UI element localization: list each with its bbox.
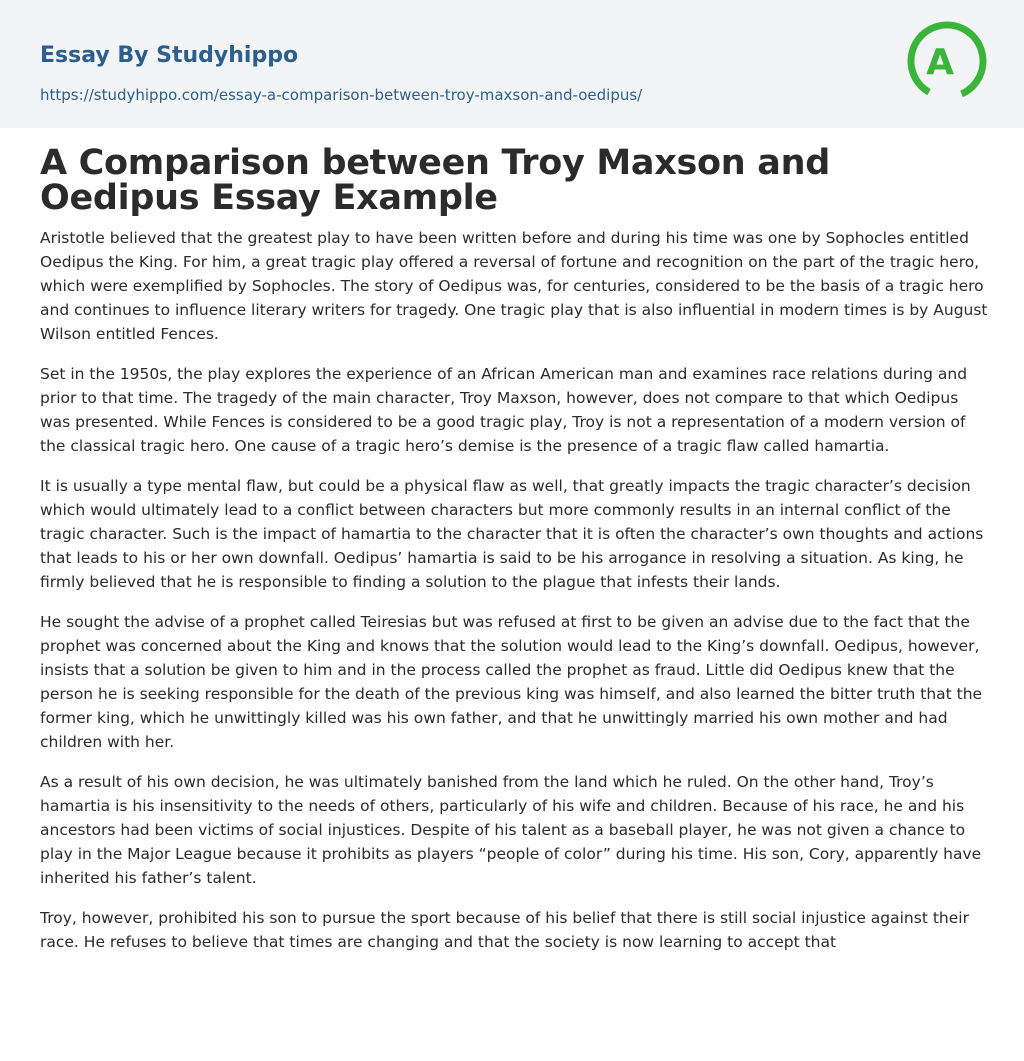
paragraph-2: Set in the 1950s, the play explores the experience of an African American man and examines race relations during and prior to that time. The tragedy of the main character, Troy Maxson, however, does not compare to that which Oedipus was presented. While Fences is considered to be a good tragic play, Troy is not a representation of a modern version of the classical tragic hero. One cause of a tragic hero’s demise is the presence of a tragic flaw called hamartia.: [40, 365, 968, 455]
article-title: A Comparison between Troy Maxson and Oedipus Essay Example: [40, 143, 830, 218]
site-brand[interactable]: Essay By Studyhippo: [40, 43, 299, 68]
paragraph-4: He sought the advise of a prophet called Teiresias but was refused at first to be given an advise due to the fact that the prophet was concerned about the King and knows that the solution would lead to the King’s downfall. Oedipus, however, insists that a solution be given to him and in the process called the prophet as fraud. Little did Oedipus knew that the person he is seeking responsible for the death of the previous king was himself, and also learned the bitter truth that the former king, which he unwittingly killed was his own father, and that he unwittingly married his own mother and had children with her.: [40, 613, 983, 751]
paragraph-3: It is usually a type mental flaw, but could be a physical flaw as well, that greatly impacts the tragic character’s decision which would ultimately lead to a conflict between characters but more commonly results in an internal conflict of the tragic character. Such is the impact of hamartia to the character that it is often the character’s own thoughts and actions that leads to his or her own downfall. Oedipus’ hamartia is said to be his arrogance in resolving a situation. As king, he firmly believed that he is responsible to finding a solution to the plague that infests their lands.: [40, 477, 984, 591]
logo-letter: A: [926, 42, 954, 83]
paragraph-1: Aristotle believed that the greatest play to have been written before and during his time was one by Sophocles entitled Oedipus the King. For him, a great tragic play offered a reversal of fortune and recognition on the part of the tragic hero, which were exemplified by Sophocles. The story of Oedipus was, for centuries, considered to be the basis of a tragic hero and continues to influence literary writers for tragedy. One tragic play that is also influential in modern times is by August Wilson entitled Fences.: [40, 229, 988, 343]
paragraph-5: As a result of his own decision, he was ultimately banished from the land which he ruled. On the other hand, Troy’s hamartia is his insensitivity to the needs of others, particularly of his wife and children. Because of his race, he and his ancestors had been victims of social injustices. Despite of his talent as a baseball player, he was not given a chance to play in the Major League because it prohibits as players “people of color” during his time. His son, Cory, apparently have inherited his father’s talent.: [40, 773, 982, 887]
studyhippo-logo-icon[interactable]: [904, 18, 990, 104]
essay-url-link[interactable]: https://studyhippo.com/essay-a-comparison-between-troy-maxson-and-oedipus/: [40, 86, 643, 104]
article: [40, 143, 988, 970]
paragraph-6: Troy, however, prohibited his son to pursue the sport because of his belief that there is still social injustice against their race. He refuses to believe that times are changing and that the society is now learning to accept that: [40, 909, 969, 951]
site-header: [0, 0, 1024, 128]
